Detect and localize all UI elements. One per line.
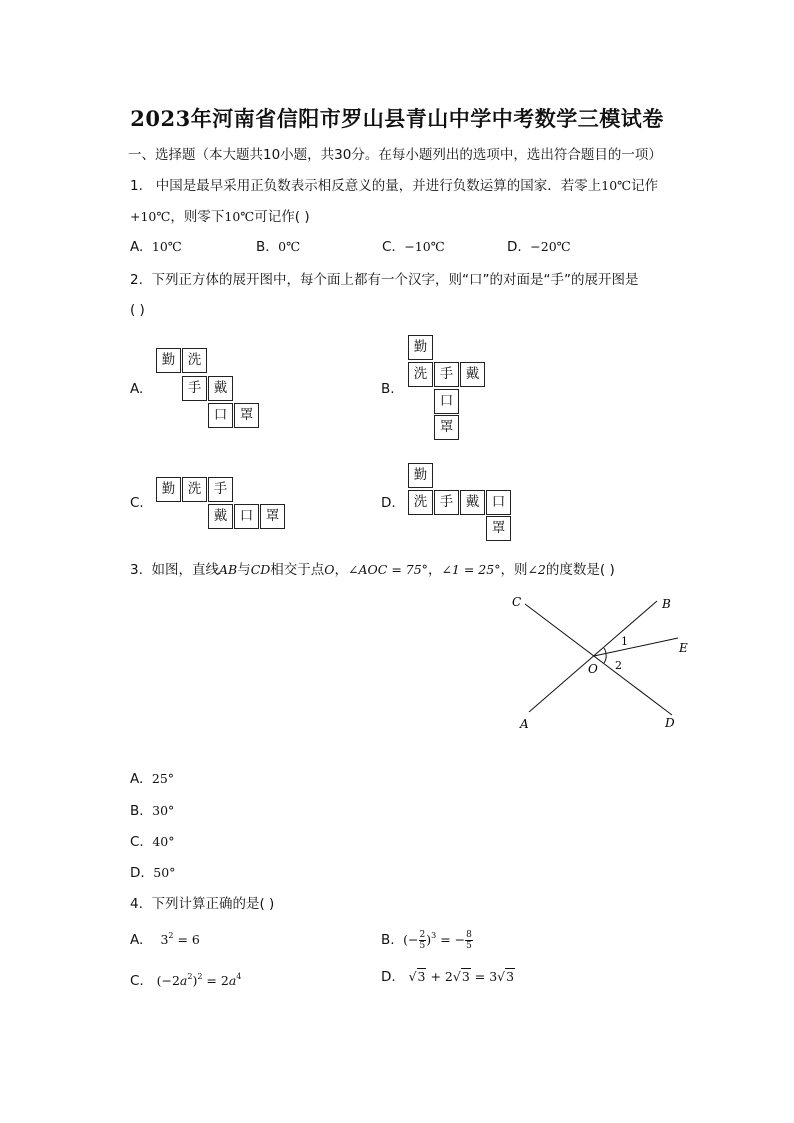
net-cell: 戴 — [208, 504, 233, 529]
net-cell: 洗 — [182, 348, 207, 373]
q4-option-c-letter: C. — [130, 973, 144, 989]
q1-option-d-letter: D. — [507, 239, 522, 255]
q2-number: 2. — [130, 272, 143, 288]
q4-option-a[interactable] — [130, 926, 200, 950]
q2-option-a-letter[interactable]: A. — [130, 381, 144, 397]
q4-option-d-letter: D. — [381, 969, 396, 985]
question-4 — [130, 894, 274, 914]
q1-option-a-value: 10℃ — [151, 239, 182, 254]
q1-option-d-value: −20℃ — [530, 239, 571, 254]
q2-option-d-letter[interactable]: D. — [381, 495, 396, 511]
q1-option-b-letter: B. — [256, 239, 270, 255]
net-cell: 口 — [434, 389, 459, 414]
net-cell: 勤 — [156, 348, 181, 373]
q2-text-cont: ( ) — [130, 302, 145, 318]
q2-option-b-letter[interactable]: B. — [381, 381, 395, 397]
q3-option-c[interactable] — [130, 832, 174, 852]
q3-option-b-letter: B. — [130, 803, 144, 819]
q3-text: 与 — [237, 562, 251, 578]
net-cell: 口 — [486, 490, 511, 515]
net-cell: 罩 — [486, 516, 511, 541]
net-cell: 手 — [182, 376, 207, 401]
q3-option-d-letter: D. — [130, 865, 145, 881]
q3-option-c-letter: C. — [130, 834, 144, 850]
page-title: 2023年河南省信阳市罗山县青山中学中考数学三模试卷 — [130, 106, 664, 131]
q1-number: 1. — [130, 178, 143, 194]
net-cell: 罩 — [434, 415, 459, 440]
net-cell: 洗 — [182, 477, 207, 502]
q3-text: ，则 — [500, 562, 528, 578]
q3-line-ab: AB — [218, 562, 238, 577]
q3-option-b-value: 30° — [152, 803, 175, 818]
q3-option-d[interactable] — [130, 863, 175, 883]
net-cell: 戴 — [460, 362, 485, 387]
ray-oe — [594, 638, 678, 656]
q4-number: 4. — [130, 896, 143, 912]
net-cell: 手 — [434, 362, 459, 387]
q3-text: 相交于点 — [270, 562, 325, 578]
net-cell: 手 — [434, 490, 459, 515]
q2-option-c-letter[interactable]: C. — [130, 495, 144, 511]
q3-text: 的度数是( ) — [545, 562, 615, 578]
q1-val-c: 10℃ — [224, 209, 255, 224]
q3-text: ， — [427, 562, 442, 578]
q3-angle-aoc: ∠AOC = 75° — [348, 562, 428, 577]
q3-text: ， — [334, 562, 349, 578]
label-angle-2: 2 — [615, 659, 622, 672]
q4-option-c[interactable] — [130, 967, 241, 991]
net-cell: 口 — [234, 504, 259, 529]
net-cell: 戴 — [460, 490, 485, 515]
question-1 — [130, 176, 658, 196]
label-e: E — [679, 641, 688, 655]
label-o: O — [588, 662, 598, 676]
angle-1-arc — [604, 648, 606, 653]
question-3 — [130, 560, 615, 580]
q4-option-a-letter: A. — [130, 932, 144, 948]
q3-number: 3. — [130, 562, 143, 578]
q3-angle-2: ∠2 — [527, 562, 546, 577]
q4-option-a-expr: $3^2 = 6$ — [160, 931, 200, 947]
q1-option-c-value: −10℃ — [404, 239, 445, 254]
q4-option-c-expr: $(-2a^2)^2 = 2a^4$ — [156, 972, 242, 988]
q1-text-a: 中国是最早采用正负数表示相反意义的量，并进行负数运算的国家．若零上 — [155, 178, 602, 194]
q1-option-b[interactable] — [256, 237, 300, 257]
net-cell: 洗 — [408, 362, 433, 387]
section-heading: 一、选择题（本大题共10小题，共30分。在每小题列出的选项中，选出符合题目的一项） — [128, 147, 662, 163]
q1-text-d: 可记作( ) — [254, 209, 310, 225]
q3-option-c-value: 40° — [152, 834, 175, 849]
label-angle-1: 1 — [621, 635, 628, 648]
q1-option-c-letter: C. — [382, 239, 396, 255]
label-b: B — [662, 597, 671, 611]
label-a: A — [520, 717, 529, 731]
angle-2-arc — [604, 654, 606, 663]
q1-option-a[interactable] — [130, 237, 182, 257]
question-2 — [130, 270, 638, 290]
q4-text: 下列计算正确的是( ) — [151, 896, 275, 912]
net-cell: 手 — [208, 477, 233, 502]
line-ab — [529, 601, 657, 712]
q4-option-b-letter: B. — [381, 932, 395, 948]
q4-option-b[interactable] — [381, 926, 473, 951]
q1-option-a-letter: A. — [130, 239, 144, 255]
q1-option-d[interactable] — [507, 237, 571, 257]
q1-text-c: ，则零下 — [170, 209, 225, 225]
q3-option-a-value: 25° — [151, 771, 175, 786]
q3-point-o: O — [324, 562, 335, 577]
q4-option-d[interactable] — [381, 967, 515, 987]
net-cell: 勤 — [408, 335, 433, 360]
q3-option-b[interactable] — [130, 801, 174, 821]
label-c: C — [512, 595, 522, 609]
q3-figure — [500, 590, 700, 735]
q3-option-d-value: 50° — [153, 865, 176, 880]
q1-option-b-value: 0℃ — [278, 239, 301, 254]
net-cell: 戴 — [208, 376, 233, 401]
net-cell: 洗 — [408, 490, 433, 515]
q3-angle-1: ∠1 = 25° — [441, 562, 501, 577]
net-cell: 口 — [208, 403, 233, 428]
label-d: D — [665, 716, 675, 730]
q2-text: 下列正方体的展开图中，每个面上都有一个汉字，则“口”的对面是“手”的展开图是 — [151, 272, 639, 288]
q3-option-a-letter: A. — [130, 771, 144, 787]
q3-option-a[interactable] — [130, 769, 174, 789]
q1-text-b: 记作 — [631, 178, 659, 194]
net-cell: 勤 — [408, 463, 433, 488]
question-1-cont — [130, 207, 310, 227]
q4-option-b-expr: (− $\frac{2}{5}$ )$^3$ = − $\frac{8}{5}$ — [403, 930, 472, 951]
net-cell: 罩 — [234, 403, 259, 428]
q1-option-c[interactable] — [382, 237, 445, 257]
net-cell: 勤 — [156, 477, 181, 502]
net-cell: 罩 — [260, 504, 285, 529]
line-cd — [525, 604, 672, 715]
q4-option-d-expr: √3 + 2√3 = 3√3 — [408, 969, 515, 984]
q1-val-b: +10℃ — [130, 209, 171, 224]
q1-val-a: 10℃ — [601, 178, 632, 193]
q3-text: 如图，直线 — [151, 562, 219, 578]
q3-line-cd: CD — [250, 562, 271, 577]
